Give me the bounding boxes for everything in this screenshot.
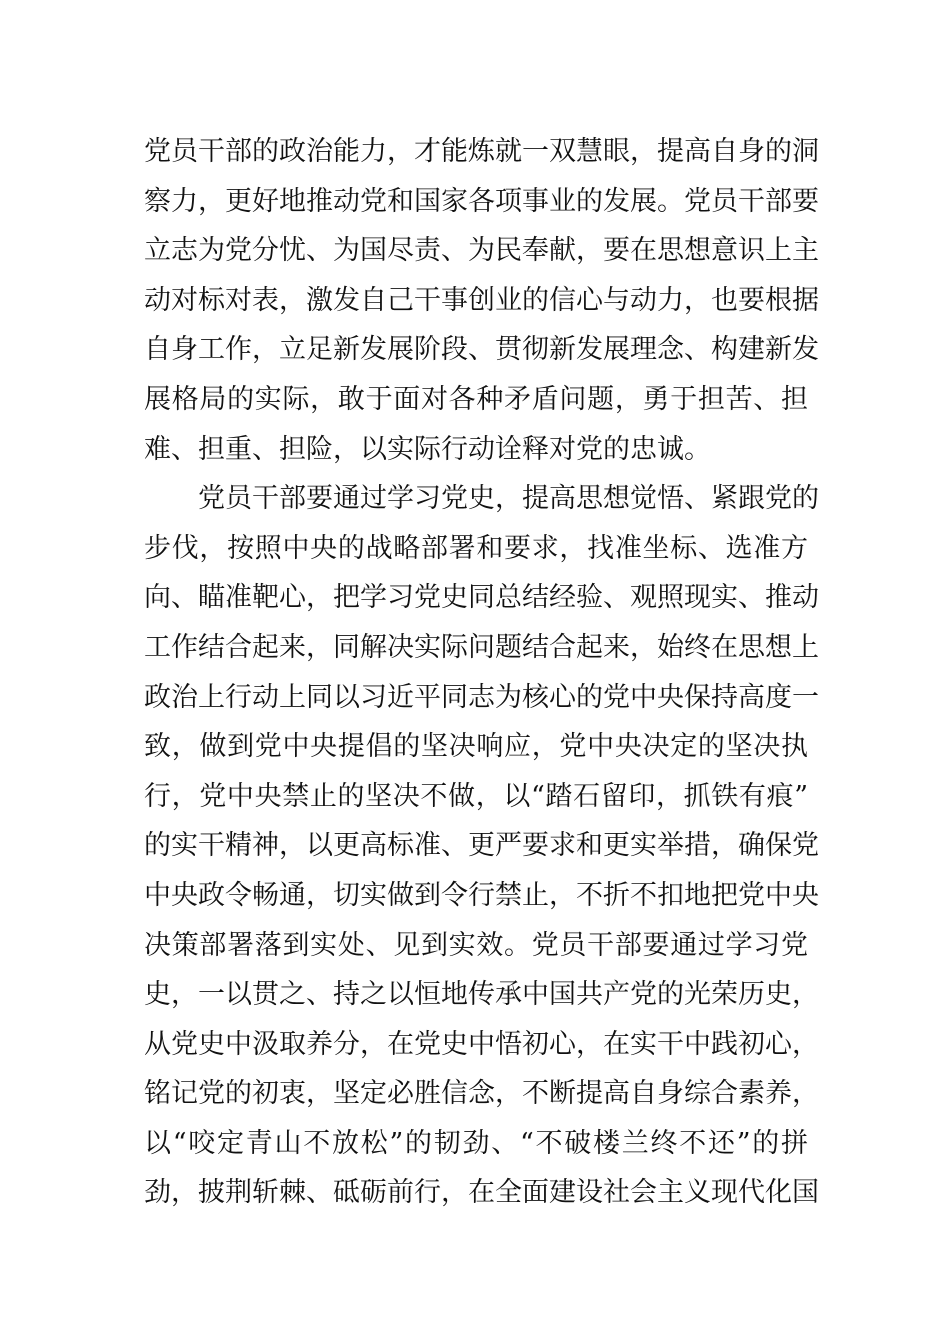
text-line: 展格局的实际，敢于面对各种矛盾问题，勇于担苦、担: [144, 383, 808, 415]
text-line: 铭记党的初衷，坚定必胜信念，不断提高自身综合素养，: [144, 1078, 819, 1110]
text-line: 自身工作，立足新发展阶段、贯彻新发展理念、构建新发: [144, 334, 819, 366]
text-line: 从党史中汲取养分，在党史中悟初心，在实干中践初心，: [144, 1028, 819, 1060]
text-line: 动对标对表，激发自己干事创业的信心与动力，也要根据: [144, 284, 819, 316]
text-line: 党员干部的政治能力，才能炼就一双慧眼，提高自身的洞: [144, 136, 819, 167]
paragraph: [144, 474, 819, 1218]
text-line: 的实干精神，以更高标准、更严要求和更实举措，确保党: [144, 830, 819, 862]
text-line: 行，党中央禁止的坚决不做，以“踏石留印，抓铁有痕”: [144, 780, 808, 812]
text-line: 察力，更好地推动党和国家各项事业的发展。党员干部要: [144, 185, 819, 217]
text-line: 难、担重、担险，以实际行动诠释对党的忠诚。: [144, 433, 711, 465]
text-line: 劲，披荆斩棘、砥砺前行，在全面建设社会主义现代化国: [144, 1177, 819, 1209]
text-line: 致，做到党中央提倡的坚决响应，党中央决定的坚决执: [144, 731, 808, 763]
paragraph: [144, 127, 819, 474]
text-line: 党员干部要通过学习党史，提高思想觉悟、紧跟党的: [198, 483, 819, 515]
text-line: 步伐，按照中央的战略部署和要求，找准坐标、选准方: [144, 532, 808, 564]
text-line: 以“咬定青山不放松”的韧劲、“不破楼兰终不还”的拼: [144, 1127, 808, 1159]
text-line: 史，一以贯之、持之以恒地传承中国共产党的光荣历史，: [144, 979, 819, 1011]
text-line: 工作结合起来，同解决实际问题结合起来，始终在思想上: [144, 631, 819, 663]
document-body: [144, 127, 819, 1218]
text-line: 立志为党分忧、为国尽责、为民奉献，要在思想意识上主: [144, 235, 819, 267]
text-line: 中央政令畅通，切实做到令行禁止，不折不扣地把党中央: [144, 879, 819, 911]
text-line: 决策部署落到实处、见到实效。党员干部要通过学习党: [144, 929, 808, 961]
text-line: 向、瞄准靶心，把学习党史同总结经验、观照现实、推动: [144, 582, 819, 614]
text-line: 政治上行动上同以习近平同志为核心的党中央保持高度一: [144, 681, 819, 713]
